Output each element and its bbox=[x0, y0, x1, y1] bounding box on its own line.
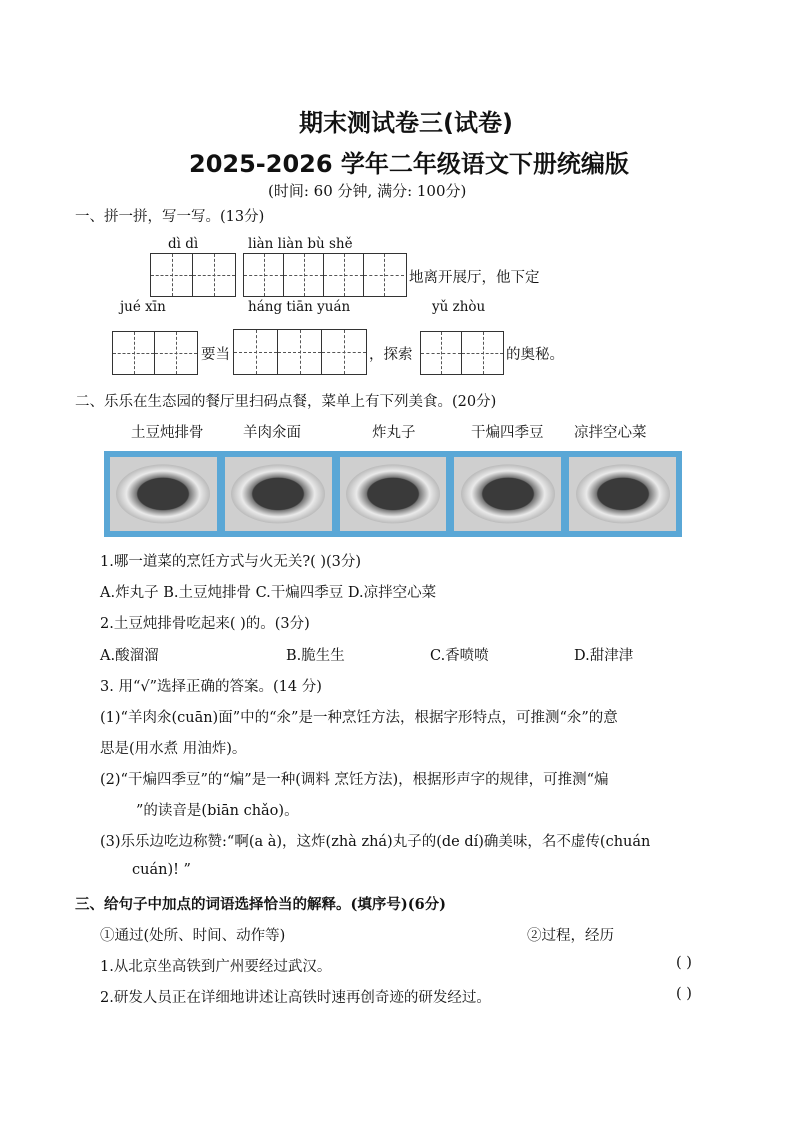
pinyin-juexin: jué xīn bbox=[120, 299, 166, 315]
q3-item-1-answer[interactable]: ( ) bbox=[676, 955, 692, 971]
writing-grid-lianlianbushe[interactable] bbox=[243, 253, 407, 297]
q2-sub3-2b: ”的读音是(biān chǎo)。 bbox=[136, 803, 299, 819]
q2-sub3: 3. 用“√”选择正确的答案。(14 分) bbox=[100, 679, 322, 695]
q2-sub3-3b: cuán)! ” bbox=[132, 862, 191, 878]
dish-photo-4 bbox=[454, 457, 561, 531]
dish-photo-5 bbox=[569, 457, 676, 531]
pinyin-yuzhou: yǔ zhòu bbox=[432, 299, 486, 315]
q2-sub3-1a: (1)“羊肉氽(cuān)面”中的“氽”是一种烹饪方法，根据字形特点，可推测“氽”的意 bbox=[100, 710, 618, 726]
q1-row2-text3: 的奥秘。 bbox=[506, 347, 564, 363]
q1-row2-text1: 要当 bbox=[201, 347, 230, 363]
page-title: 期末测试卷三(试卷) bbox=[299, 109, 513, 137]
dish-label-2: 羊肉氽面 bbox=[243, 425, 301, 441]
q3-heading: 三、给句子中加点的词语选择恰当的解释。(填序号)(6分) bbox=[75, 896, 447, 913]
dish-label-5: 凉拌空心菜 bbox=[574, 425, 647, 441]
q3-item-2: 2.研发人员正在详细地讲述让高铁时速再创奇迹的研发经过。 bbox=[100, 990, 491, 1006]
dish-label-3: 炸丸子 bbox=[372, 425, 416, 441]
dish-photo-3 bbox=[340, 457, 447, 531]
q2-sub3-3a: (3)乐乐边吃边称赞:“啊(a à)，这炸(zhà zhá)丸子的(de dí)确美味，名不虚传(chuán bbox=[100, 834, 651, 850]
q3-item-1: 1.从北京坐高铁到广州要经过武汉。 bbox=[100, 959, 332, 975]
q2-sub3-2a: (2)“干煸四季豆”的“煸”是一种(调料 烹饪方法)，根据形声字的规律，可推测“煸 bbox=[100, 772, 609, 788]
q2-sub1-options: A.炸丸子 B.土豆炖排骨 C.干煸四季豆 D.凉拌空心菜 bbox=[100, 585, 437, 601]
pinyin-hangtianyuan: háng tiān yuán bbox=[248, 299, 351, 315]
q2-sub2-option-d: D.甜津津 bbox=[574, 648, 634, 664]
q2-sub1: 1.哪一道菜的烹饪方式与火无关?( )(3分) bbox=[100, 554, 362, 570]
q2-sub2: 2.土豆炖排骨吃起来( )的。(3分) bbox=[100, 616, 310, 632]
page-subtitle: 2025-2026 学年二年级语文下册统编版 bbox=[189, 150, 629, 178]
food-photo-strip bbox=[104, 451, 682, 537]
dish-photo-2 bbox=[225, 457, 332, 531]
q3-item-2-answer[interactable]: ( ) bbox=[676, 986, 692, 1002]
q1-heading: 一、拼一拼，写一写。(13分) bbox=[75, 209, 265, 225]
pinyin-didi: dì dì bbox=[168, 236, 199, 252]
writing-grid-juexin[interactable] bbox=[112, 331, 198, 375]
dish-photo-1 bbox=[110, 457, 217, 531]
pinyin-lianlian: liàn liàn bù shě bbox=[248, 236, 353, 252]
exam-meta: (时间: 60 分钟, 满分: 100分) bbox=[268, 182, 467, 200]
q2-sub2-option-c: C.香喷喷 bbox=[430, 648, 489, 664]
q2-sub2-option-a: A.酸溜溜 bbox=[100, 648, 159, 664]
q1-row2-text2: ，探索 bbox=[369, 347, 413, 363]
writing-grid-yuzhou[interactable] bbox=[420, 331, 504, 375]
q2-sub2-option-b: B.脆生生 bbox=[286, 648, 345, 664]
q2-heading: 二、乐乐在生态园的餐厅里扫码点餐，菜单上有下列美食。(20分) bbox=[75, 394, 497, 410]
q3-definition-2: ②过程，经历 bbox=[527, 928, 614, 944]
q3-definition-1: ①通过(处所、时间、动作等) bbox=[100, 928, 286, 944]
writing-grid-hangtianyuan[interactable] bbox=[233, 329, 367, 375]
dish-label-1: 土豆炖排骨 bbox=[131, 425, 204, 441]
writing-grid-didi[interactable] bbox=[150, 253, 236, 297]
dish-label-4: 干煸四季豆 bbox=[471, 425, 544, 441]
q2-sub3-1b: 思是(用水煮 用油炸)。 bbox=[100, 741, 247, 757]
q1-row1-text: 地离开展厅，他下定 bbox=[409, 270, 540, 286]
